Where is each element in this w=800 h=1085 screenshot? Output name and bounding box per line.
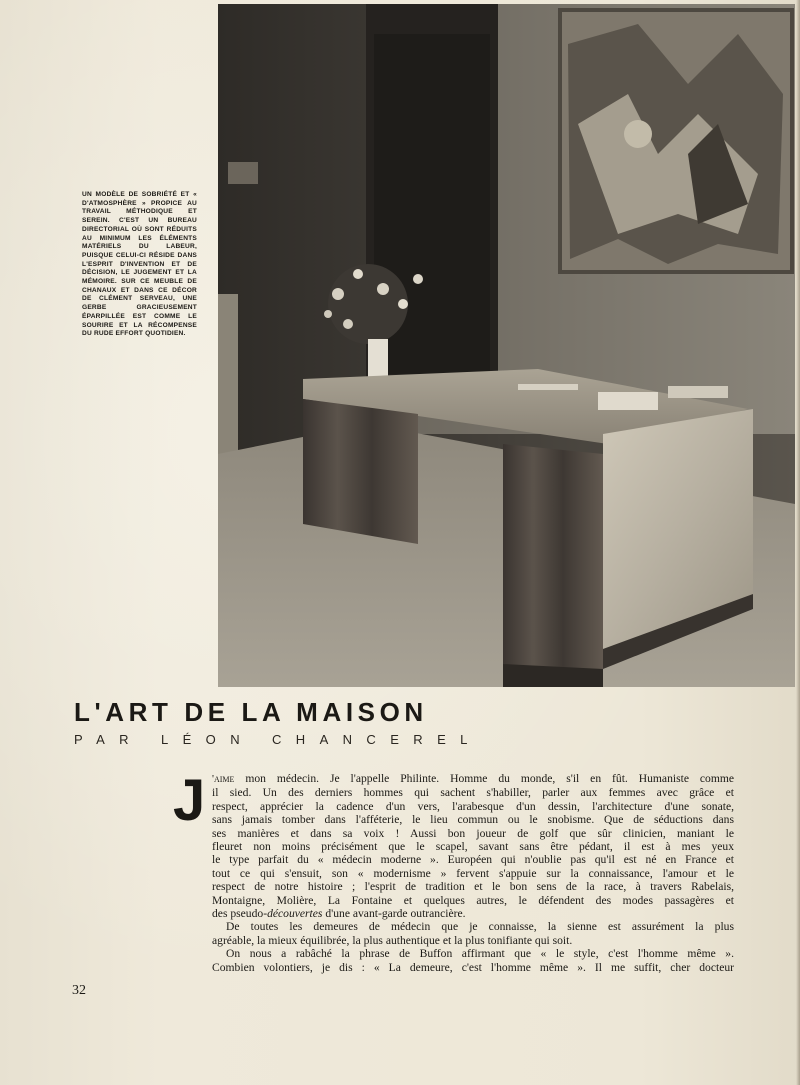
body-line: respect, apprécier la cadence d'un vers, l'arabesque d'un dessin, l'architecture d'une sonate, <box>212 799 734 813</box>
body-line-text: d'une avant-garde outrancière. <box>322 907 466 921</box>
body-line: tout ce qui s'ensuit, son « modernisme » fervent s'appuie sur la connaissance, l'amour et le <box>212 866 734 880</box>
article-byline: PAR LÉON CHANCEREL <box>74 732 482 747</box>
body-line: fleuret non moins précisément que le scapel, savant sans être pédant, il est à mes yeux <box>212 840 734 854</box>
body-line: agréable, la mieux équilibrée, la plus authentique et la plus tonifiante qui soit. <box>212 933 573 947</box>
body-line: ses manières et dans sa voix ! Aussi bon joueur de golf que sûr clinicien, maniant le <box>212 826 734 840</box>
body-smallcaps-word: 'aime <box>212 773 235 785</box>
body-line: On nous a rabâché la phrase de Buffon affirmant que « le style, c'est l'homme même ». <box>226 947 734 961</box>
page-number: 32 <box>72 983 86 998</box>
office-desk-photograph <box>218 4 795 687</box>
body-italic-word: découvertes <box>267 907 323 921</box>
body-line: Montaigne, Molière, La Fontaine et quelques autres, le défendent des modes passagères et <box>212 893 734 907</box>
body-line: sans jamais tomber dans l'afféterie, le lieu commun ou le snobisme. Que de séductions dans <box>212 813 734 827</box>
page-edge-shadow <box>796 0 800 1085</box>
body-line-text: des pseudo- <box>212 907 268 921</box>
body-line: De toutes les demeures de médecin que je connaisse, la sienne est assurément la plus <box>226 920 734 934</box>
body-line: respect de notre histoire ; l'esprit de tradition et le bon sens de la race, à travers Rabelais, <box>212 880 734 894</box>
body-line <box>212 772 734 786</box>
body-line <box>212 907 734 920</box>
body-line: Combien volontiers, je dis : « La demeure, c'est l'homme même ». Il me suffit, cher docteur <box>212 960 734 974</box>
photo-caption: UN MODÈLE DE SOBRIÉTÉ ET « D'ATMOSPHÈRE » PROPICE AU TRAVAIL MÉTHODIQUE ET SEREIN. C'EST UN BUREAU DIRECTORIAL OÙ SONT RÉDUITS AU MINIMUM LES ÉLÉMENTS MATÉRIELS DU LABEUR, PUISQUE CELUI-CI RÉSIDE DANS L'ESPRIT D'INVENTION ET DE DÉCISION, LE JUGEMENT ET LA MÉMOIRE. SUR CE MEUBLE DE CHANAUX ET DANS CE DÉCOR DE CLÉMENT SERVEAU, UNE GERBE GRACIEUSEMENT ÉPARPILLÉE EST COMME LE SOURIRE ET LA RÉCOMPENSE DU RUDE EFFORT QUOTIDIEN. <box>82 191 197 338</box>
article-title: L'ART DE LA MAISON <box>74 697 428 727</box>
body-line-text: mon médecin. Je l'appelle Philinte. Homme du monde, s'il en fût. Humaniste comme <box>234 772 734 785</box>
drop-cap: J <box>173 768 206 833</box>
body-line: il sied. Un des derniers hommes qui sachent s'habiller, parler aux femmes avec grâce et <box>212 786 734 800</box>
body-line: le type parfait du « médecin moderne ». Européen qui n'oublie pas qu'il est né en France et <box>212 853 734 867</box>
article-body <box>212 772 734 974</box>
